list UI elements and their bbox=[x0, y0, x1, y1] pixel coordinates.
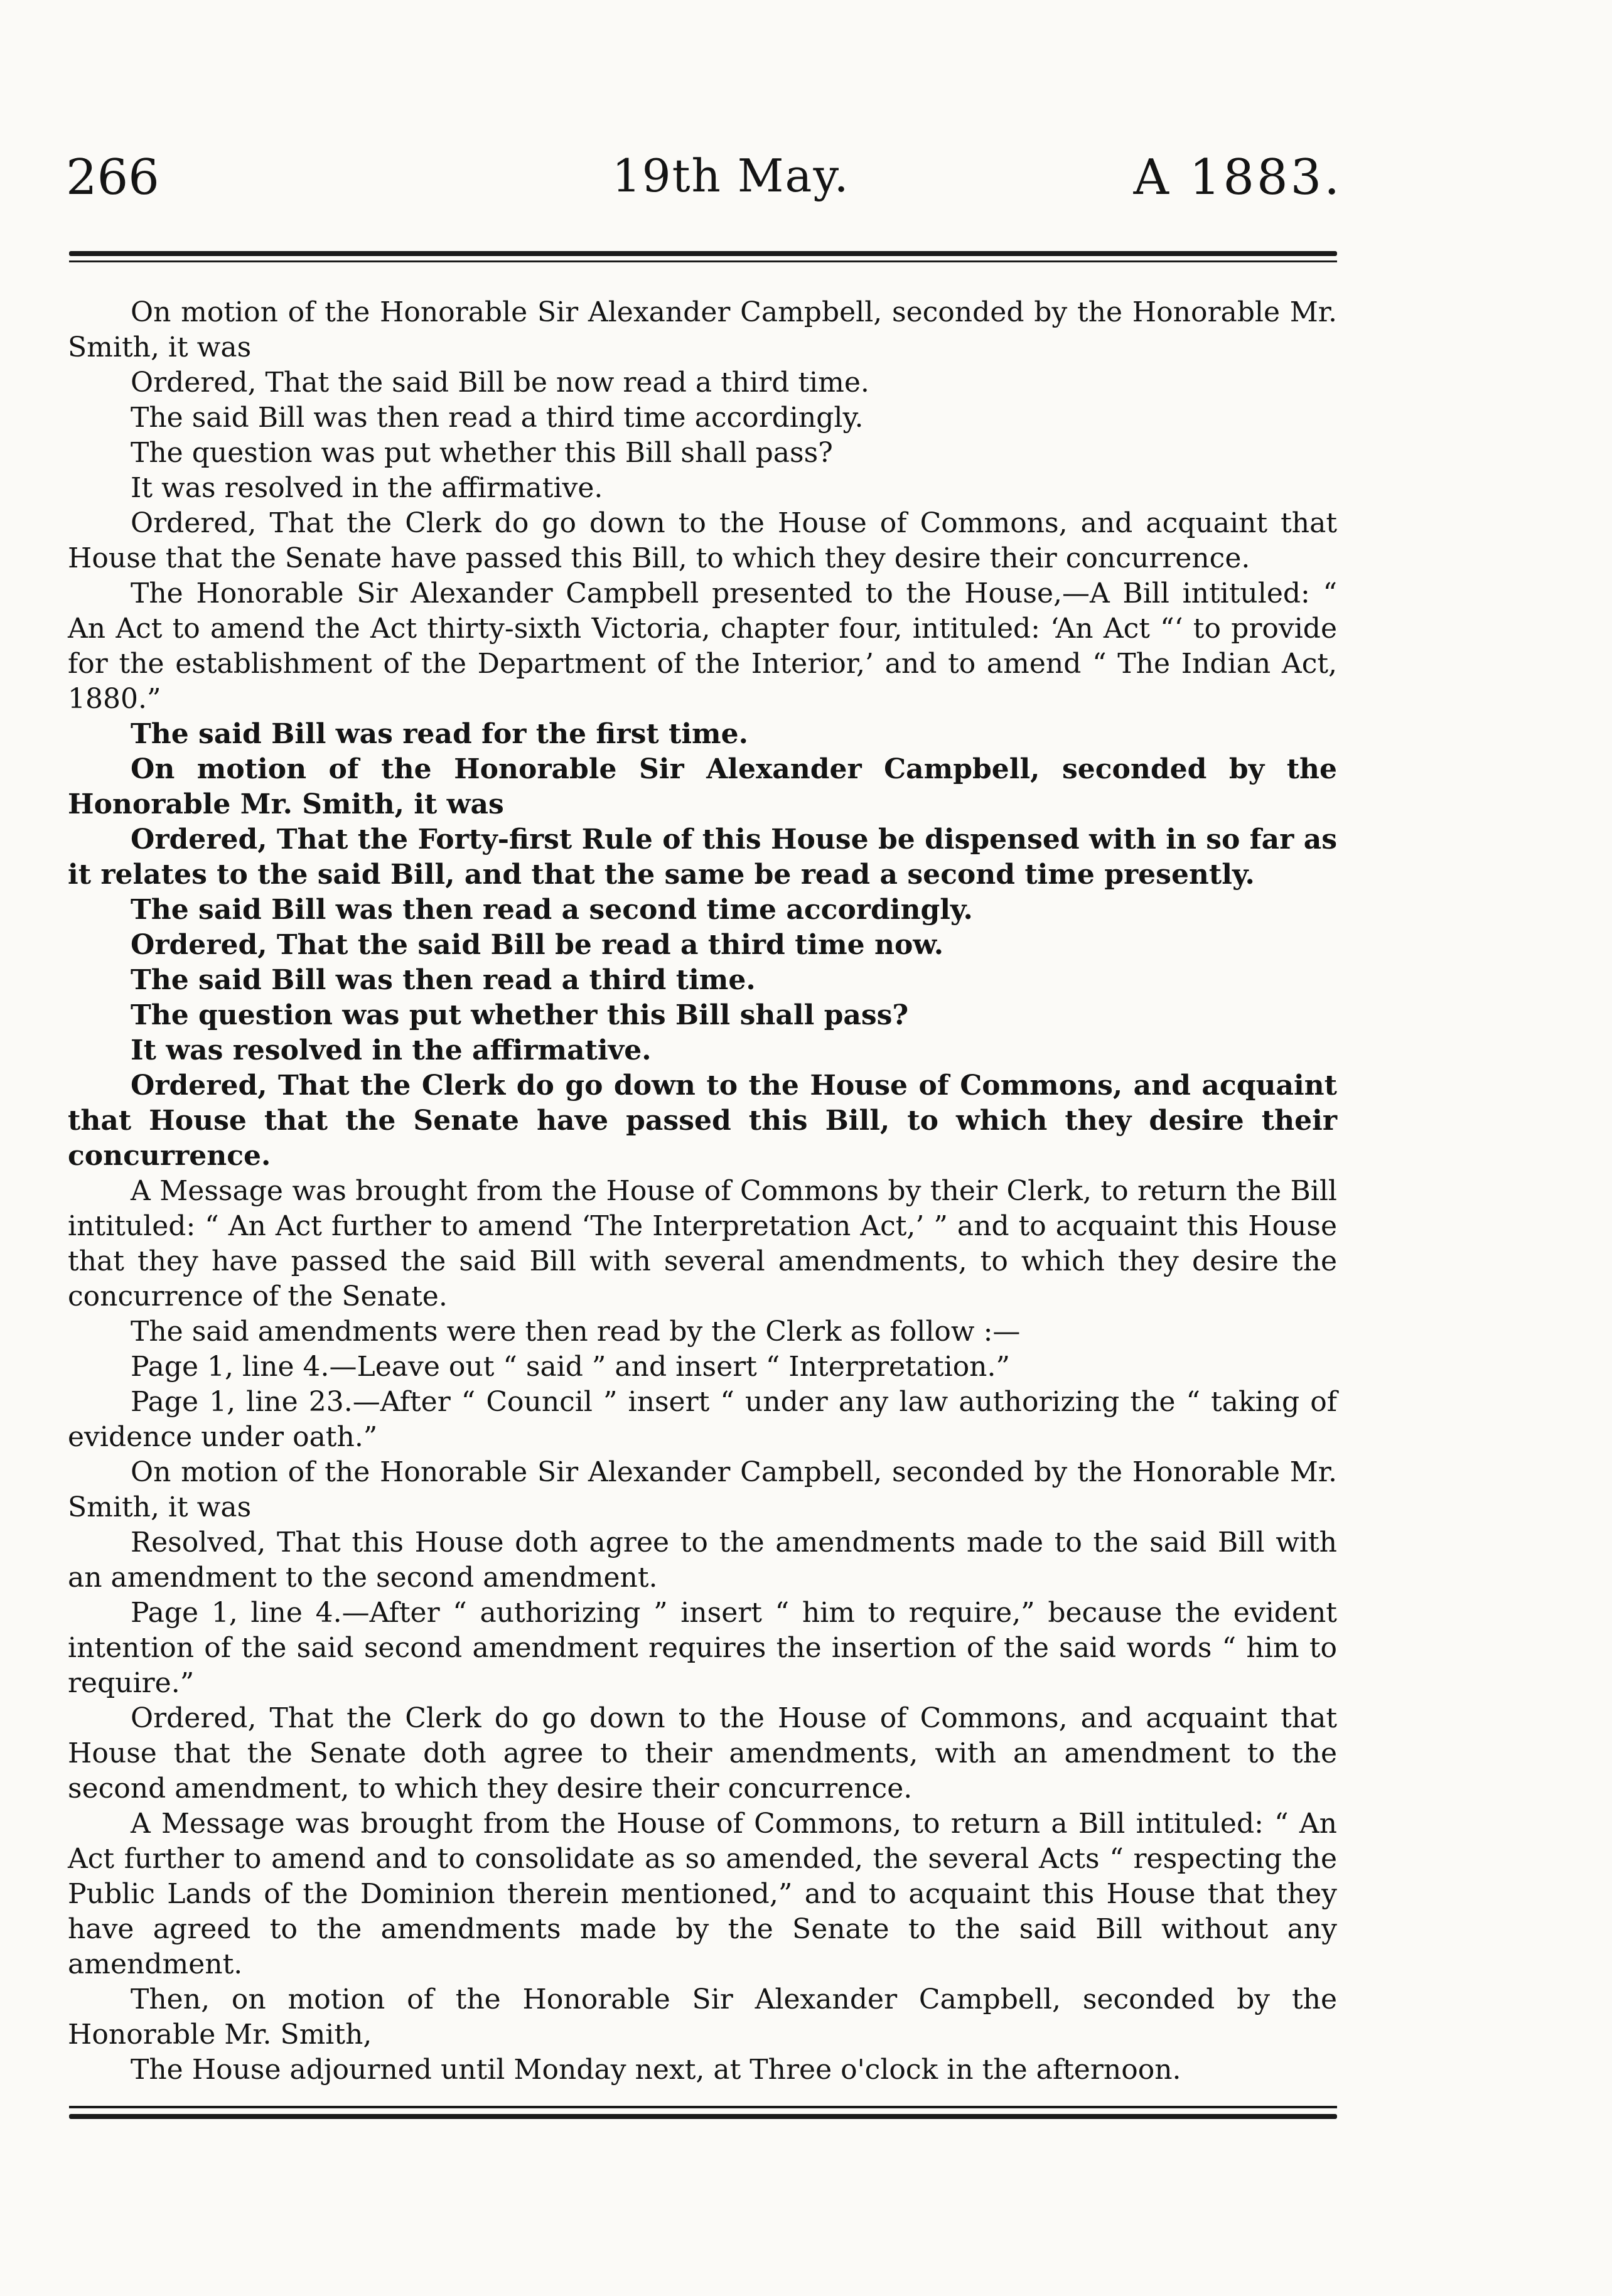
paragraph: Ordered, That the Clerk do go down to the House of Commons, and acquaint that House that the Senate have passed this Bill, to which they desire their concurrence. bbox=[68, 1070, 1337, 1172]
paragraph: The question was put whether this Bill shall pass? bbox=[131, 999, 909, 1031]
paragraph: Ordered, That the said Bill be now read a third time. bbox=[131, 367, 869, 399]
paragraph: A Message was brought from the House of Commons by their Clerk, to return the Bill intituled: “ An Act further to amend ‘The Interpretation Act,’ ” and to acquaint this House that they have passed the said Bill with several amendments, to which they desire the concurrence of the Senate. bbox=[68, 1175, 1337, 1312]
paragraph: A Message was brought from the House of Commons, to return a Bill intituled: “ An Act further to amend and to consolidate as so amended, the several Acts “ respecting the Public Lands of the Dominion therein mentioned,” and to acquaint this House that they have agreed to the amendments made by the Senate to the said Bill without any amendment. bbox=[68, 1808, 1337, 1980]
paragraph: The said amendments were then read by the Clerk as follow :— bbox=[131, 1316, 1021, 1348]
paragraph: Ordered, That the Forty-first Rule of this House be dispensed with in so far as it relates to the said Bill, and that the same be read a second time presently. bbox=[68, 823, 1337, 891]
paragraph: Page 1, line 23.—After “ Council ” insert “ under any law authorizing the “ taking of evidence under oath.” bbox=[68, 1386, 1337, 1453]
paragraph: Page 1, line 4.—Leave out “ said ” and insert “ Interpretation.” bbox=[131, 1351, 1010, 1383]
paragraph: Resolved, That this House doth agree to the amendments made to the said Bill with an amendment to the second amendment. bbox=[68, 1526, 1337, 1594]
paragraph: The House adjourned until Monday next, at Three o'clock in the afternoon. bbox=[131, 2054, 1181, 2086]
paragraph: The question was put whether this Bill shall pass? bbox=[131, 437, 833, 469]
header-year: A 1883. bbox=[1133, 149, 1342, 206]
paragraph: On motion of the Honorable Sir Alexander Campbell, seconded by the Honorable Mr. Smith, it was bbox=[68, 753, 1337, 820]
top-rule-thin bbox=[69, 260, 1337, 262]
paragraph: On motion of the Honorable Sir Alexander Campbell, seconded by the Honorable Mr. Smith, it was bbox=[68, 296, 1337, 363]
page-body bbox=[68, 295, 1337, 2088]
top-rule bbox=[69, 251, 1337, 256]
header-date: 19th May. bbox=[612, 149, 850, 202]
paragraph: On motion of the Honorable Sir Alexander Campbell, seconded by the Honorable Mr. Smith, it was bbox=[68, 1456, 1337, 1523]
paragraph: It was resolved in the affirmative. bbox=[131, 1034, 652, 1066]
bottom-rule-thin bbox=[69, 2106, 1337, 2108]
paragraph: The said Bill was read for the first time. bbox=[131, 718, 748, 750]
paragraph: It was resolved in the affirmative. bbox=[131, 472, 603, 504]
paragraph: Ordered, That the Clerk do go down to the House of Commons, and acquaint that House that the Senate have passed this Bill, to which they desire their concurrence. bbox=[68, 507, 1337, 574]
page-number: 266 bbox=[66, 149, 159, 206]
paragraph: Ordered, That the said Bill be read a third time now. bbox=[131, 929, 944, 961]
paragraph: Page 1, line 4.—After “ authorizing ” insert “ him to require,” because the evident intention of the said second amendment requires the insertion of the said words “ him to require.” bbox=[68, 1597, 1337, 1699]
paragraph: The said Bill was then read a second time accordingly. bbox=[131, 894, 973, 926]
paragraph: The said Bill was then read a third time accordingly. bbox=[131, 402, 864, 434]
paragraph: Ordered, That the Clerk do go down to the House of Commons, and acquaint that House that the Senate doth agree to their amendments, with an amendment to the second amendment, to which they desire their concurrence. bbox=[68, 1702, 1337, 1805]
bottom-rule bbox=[69, 2114, 1337, 2119]
page-header bbox=[66, 149, 1342, 225]
paragraph: Then, on motion of the Honorable Sir Alexander Campbell, seconded by the Honorable Mr. Smith, bbox=[68, 1983, 1337, 2051]
paragraph: The Honorable Sir Alexander Campbell presented to the House,—A Bill intituled: “ An Act to amend the Act thirty-sixth Victoria, chapter four, intituled: ‘An Act “‘ to provide for the establishment of the Department of the Interior,’ and to amend “ The Indian Act, 1880.” bbox=[68, 577, 1337, 715]
paragraph: The said Bill was then read a third time. bbox=[131, 964, 756, 996]
